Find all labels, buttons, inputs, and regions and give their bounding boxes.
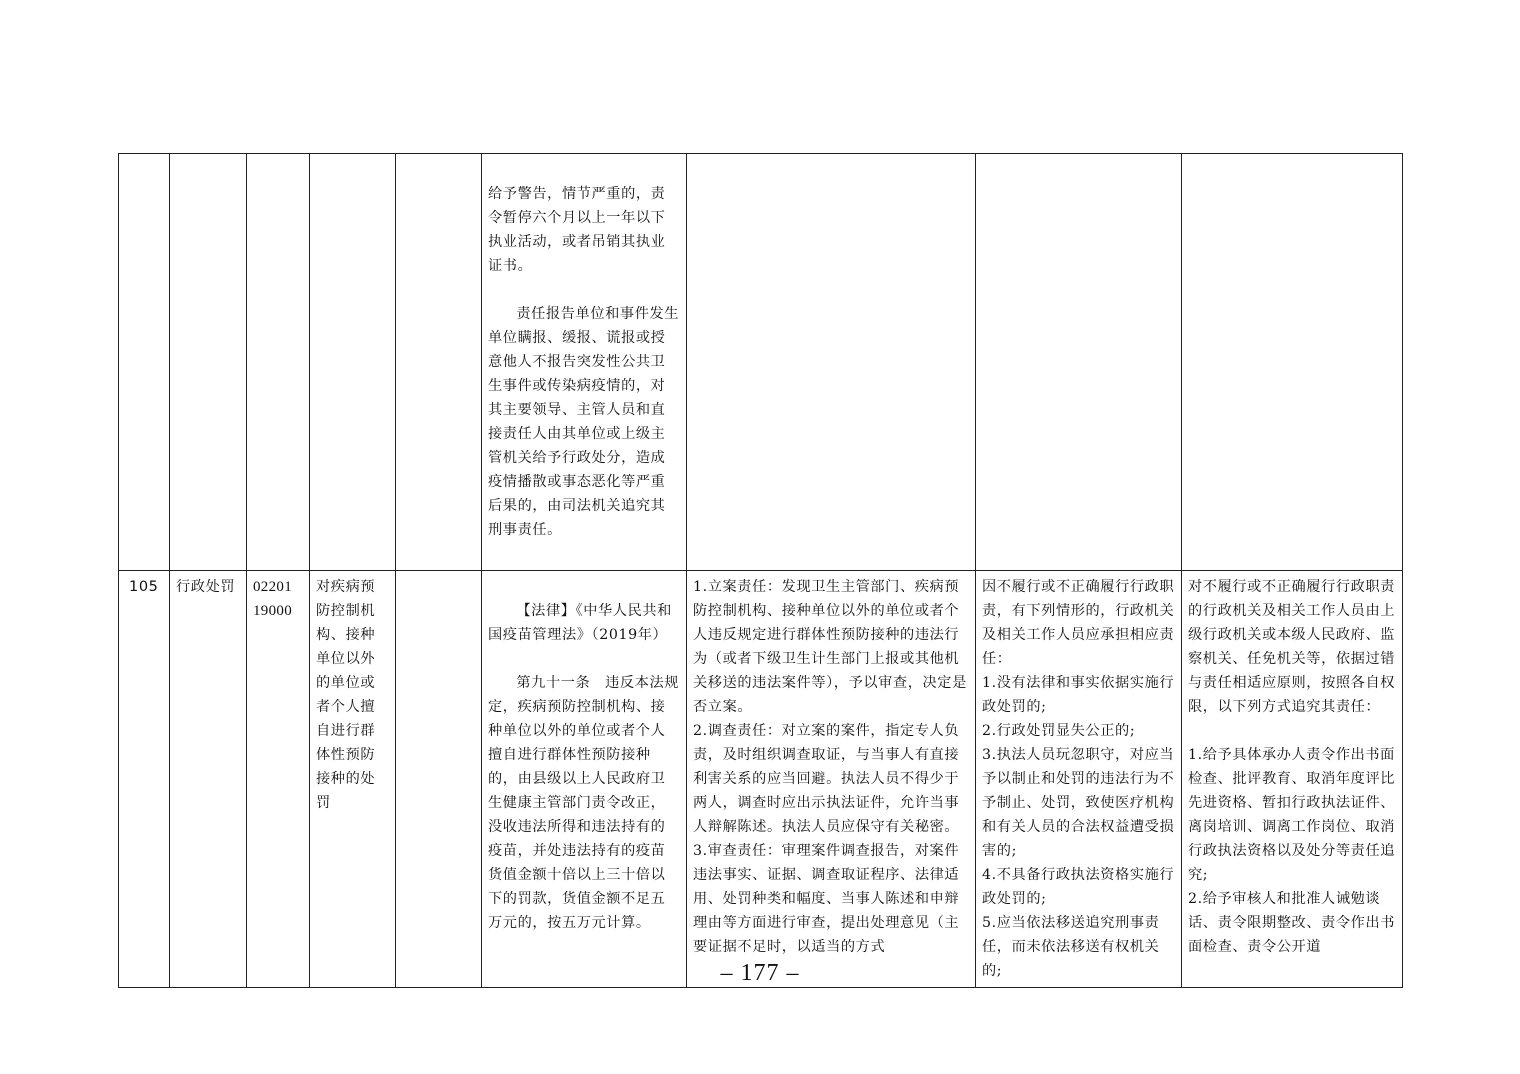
cell-empty [396,154,482,571]
cell-empty [310,154,396,571]
cell-empty [687,154,976,571]
basis-paragraph: 责任报告单位和事件发生单位瞒报、缓报、谎报或授意他人不报告突发性公共卫生事件或传染病疫情的，对其主要领导、主管人员和直接责任人由其单位或上级主管机关给予行政处分，造成疫情播散或事态恶化等严重后果的，由司法机关追究其刑事责任。 [488,306,680,538]
item-accountability: 因不履行或不正确履行行政职责，有下列情形的，行政机关及相关工作人员应承担相应责任： 1.没有法律和事实依据实施行政处罚的; 2.行政处罚显失公正的; 3.执法人员玩忽职守，对应当予以制止和处罚的违法行为不予制止、处罚，致使医疗机构和有关人员的合法权益遭受损害的; 4.不具备行政执法资格实施行政处罚的; 5.应当依法移送追究刑事责任，而未依法移送有权机关的; [976,571,1182,988]
table-row-continued [119,154,1403,571]
item-code: 02201 19000 [247,571,310,988]
item-responsibility: 1.立案责任：发现卫生主管部门、疾病预防控制机构、接种单位以外的单位或者个人违反规定进行群体性预防接种的违法行为（或者下级卫生计生部门上报或其他机关移送的违法案件等），予以审查，决定是否立案。 2.调查责任：对立案的案件，指定专人负责，及时组织调查取证，与当事人有直接利害关系的应当回避。执法人员不得少于两人，调查时应出示执法证件，允许当事人辩解陈述。执法人员应保守有关秘密。 3.审查责任：审理案件调查报告，对案件违法事实、证据、调查取证程序、法律适用、处罚种类和幅度、当事人陈述和申辩理由等方面进行审查，提出处理意见（主要证据不足时，以适当的方式 [687,571,976,988]
item-number: 105 [119,571,170,988]
item-category: 行政处罚 [170,571,247,988]
table-row-105 [119,571,1403,988]
item-sub-item [396,571,482,988]
item-pursuit: 对不履行或不正确履行行政职责的行政机关及相关工作人员由上级行政机关或本级人民政府、监察机关、任免机关等，依据过错与责任相适应原则，按照各自权限，以下列方式追究其责任： 1.给予具体承办人责令作出书面检查、批评教育、取消年度评比先进资格、暂扣行政执法证件、离岗培训、调离工作岗位、取消行政执法资格以及处分等责任追究; 2.给予审核人和批准人诫勉谈话、责令限期整改、责令作出书面检查、责令公开道 [1182,571,1403,988]
item-name: 对疾病预防控制机构、接种单位以外的单位或者个人擅自进行群体性预防接种的处罚 [310,571,396,988]
cell-empty [1182,154,1403,571]
cell-empty [976,154,1182,571]
basis-paragraph: 第九十一条 违反本法规定，疾病预防控制机构、接种单位以外的单位或者个人擅自进行群体性预防接种的，由县级以上人民政府卫生健康主管部门责令改正，没收违法所得和违法持有的疫苗，并处违法持有的疫苗货值金额十倍以上三十倍以下的罚款，货值金额不足五万元的，按五万元计算。 [488,675,680,931]
basis-paragraph: 【法律】《中华人民共和国疫苗管理法》（2019年） [488,603,672,643]
page-number: – 177 – [720,960,800,986]
cell-empty [247,154,310,571]
basis-paragraph: 给予警告，情节严重的，责令暂停六个月以上一年以下执业活动，或者吊销其执业证书。 [488,186,666,274]
document-table [118,153,1403,988]
cell-empty [170,154,247,571]
cell-legal-basis [482,571,687,988]
cell-legal-basis-continued [482,154,687,571]
cell-empty [119,154,170,571]
